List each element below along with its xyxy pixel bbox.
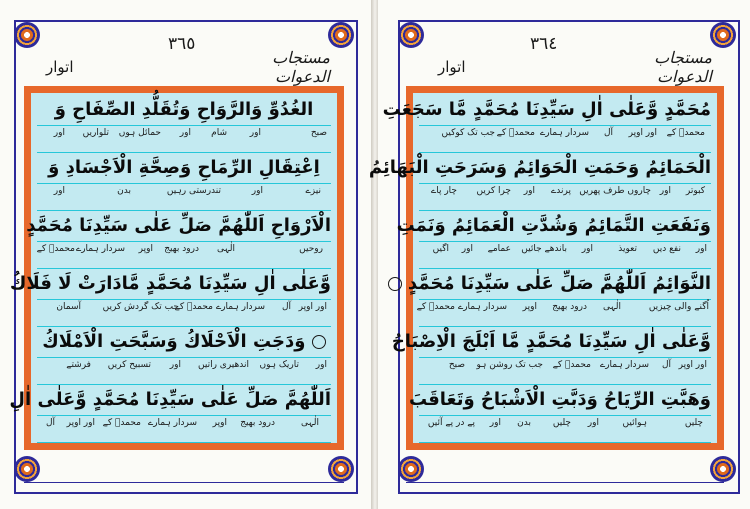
gloss-word: باندھے جائیں [521, 244, 567, 254]
arabic-line-text: وَدَجَتِ الْاَحْلَاكُ وَسَبَّحَتِ الْاَمْلَاكُ [42, 331, 306, 352]
arabic-line: اَللّٰهُمَّ صَلِّ عَلٰى سَيِّدِنَا مُحَمَّدٍ وَّعَلٰى اٰلِ [9, 389, 331, 410]
left-page [0, 0, 372, 509]
urdu-gloss-row [37, 125, 331, 153]
text-panel-inner [368, 93, 717, 443]
gloss-word: اور [251, 186, 263, 196]
arabic-line [37, 327, 331, 357]
gloss-word: اگیں [432, 244, 449, 254]
gloss-word: محمدؐ کے [102, 418, 141, 428]
arabic-line: الْاَرْوَاحِ اَللّٰهُمَّ صَلِّ عَلٰى سَيِّدِنَا مُحَمَّدٍ [26, 215, 331, 236]
gloss-word: آل [45, 418, 55, 428]
urdu-gloss-row [419, 415, 711, 443]
right-page-header [422, 34, 712, 86]
gloss-word: محمدؐ کے [552, 360, 591, 370]
gloss-word: سردار ہمارے [147, 418, 197, 428]
corner-rosette-icon [14, 456, 40, 482]
urdu-gloss-row [419, 357, 711, 385]
gloss-word: اور اوپر [628, 128, 657, 138]
gloss-word: سردار ہمارے [457, 302, 507, 312]
gloss-word: بدن [117, 186, 131, 196]
gloss-word: اور [461, 244, 473, 254]
gloss-word: اور [53, 128, 65, 138]
arabic-line: وَهَبَّتِ الرِّيَاحُ وَدَبَّتِ الْاَشْبَاحُ وَتَعَاقَبَ [408, 389, 711, 410]
bottom-rule [24, 482, 344, 483]
book-title: مستجاب الدعوات [654, 48, 712, 86]
gloss-word: تسبیح کریں [107, 360, 151, 370]
gloss-word: اور [489, 418, 501, 428]
gloss-word: صبح [310, 128, 327, 138]
gloss-word: جب تک روشن ہو [476, 360, 543, 370]
gloss-word: اوپر [138, 244, 153, 254]
gloss-word: سردار ہمارے [75, 244, 125, 254]
arabic-line [407, 269, 711, 299]
urdu-gloss-row [37, 299, 331, 327]
day-label: اتوار [46, 58, 74, 76]
gloss-word: اوپر [212, 418, 227, 428]
gloss-word: چلیں [552, 418, 571, 428]
gloss-word: تندرستی رہیں [166, 186, 221, 196]
gloss-word: اور [249, 128, 261, 138]
gloss-word: اور [581, 244, 593, 254]
urdu-gloss-row [419, 241, 711, 269]
right-page [368, 0, 750, 509]
gloss-word: آل [603, 128, 613, 138]
corner-rosette-icon [328, 456, 354, 482]
page-number: ٣٦٥ [168, 34, 196, 54]
arabic-line-text: النَّوَائِمُ اَللّٰهُمَّ صَلِّ عَلٰى سَيِّدِنَا مُحَمَّدٍ [407, 273, 711, 294]
gloss-word: سردار ہمارے [539, 128, 589, 138]
text-lines [368, 95, 711, 443]
left-page-header [40, 34, 330, 86]
gloss-word: اور [179, 128, 191, 138]
gloss-word: درود بھیج [240, 418, 275, 428]
arabic-line: وَّعَلٰى اٰلِ سَيِّدِنَا مُحَمَّدٍ مَّا اَبْلَجَ الْاِصْبَاحُ [391, 331, 711, 352]
gloss-word: پے در پے آئیں [427, 418, 475, 428]
corner-rosette-icon [398, 22, 424, 48]
arabic-line: اِعْتِقَالِ الرِّمَاحِ وَصِحَّةِ الْاَجْسَادِ وَ [48, 157, 320, 178]
gloss-word: جب تک کوکیں [441, 128, 495, 138]
gloss-word: الٰہی [300, 418, 319, 428]
urdu-gloss-row [37, 241, 331, 269]
gloss-word: ہوائیں [622, 418, 647, 428]
urdu-gloss-row [419, 125, 711, 153]
urdu-gloss-row [37, 415, 331, 443]
gloss-word: کبوتر [685, 186, 705, 196]
arabic-line: وَنَفَعَتِ التَّمَائِمُ وَشُدَّتِ الْعَمَائِمُ وَنَمَتِ [396, 215, 711, 236]
gloss-word: چار پاے [430, 186, 457, 196]
gloss-word: اور [53, 186, 65, 196]
arabic-line: الْحَمَائِمُ وَحَمَتِ الْحَوَائِمُ وَسَرَحَتِ الْبَهَائِمُ [368, 157, 711, 178]
gloss-word: فرشتے [66, 360, 91, 370]
gloss-word: جب تک گردش کریں [102, 302, 179, 312]
urdu-gloss-row [37, 183, 331, 211]
urdu-gloss-row [419, 183, 711, 211]
gloss-word: اور [523, 186, 535, 196]
gloss-word: تلواریں [82, 128, 109, 138]
text-lines [9, 95, 331, 443]
gloss-word: سردار ہمارے [599, 360, 649, 370]
corner-rosette-icon [328, 22, 354, 48]
gloss-word: اور اوپر [678, 360, 707, 370]
urdu-gloss-row [37, 357, 331, 385]
gloss-word: درود بھیج [552, 302, 587, 312]
page-number: ٣٦٤ [530, 34, 558, 54]
arabic-line: مُحَمَّدٍ وَّعَلٰى اٰلِ سَيِّدِنَا مُحَمَّدٍ مَّا سَجَعَتِ [382, 99, 711, 120]
gloss-word: آل [661, 360, 671, 370]
urdu-gloss-row [416, 299, 711, 327]
gloss-word: اور [695, 244, 707, 254]
gloss-word: چاروں طرف پھریں [579, 186, 651, 196]
gloss-word: محمدؐ کے [416, 302, 455, 312]
gloss-word: الٰہی [216, 244, 235, 254]
gloss-word: سردار ہمارے [215, 302, 265, 312]
corner-rosette-icon [14, 22, 40, 48]
corner-rosette-icon [710, 22, 736, 48]
gloss-word: درود بھیج [164, 244, 199, 254]
book-title: مستجاب الدعوات [272, 48, 330, 86]
gloss-word: صبح [448, 360, 465, 370]
arabic-line: وَّعَلٰى اٰلِ سَيِّدِنَا مُحَمَّدٍ مَّادَارَتْ لَا فَلَاكُ [9, 273, 331, 294]
gloss-word: تاریک ہوں [259, 360, 299, 370]
gloss-word: نفع دیں [652, 244, 681, 254]
gloss-word: الٰہی [602, 302, 621, 312]
gloss-word: اور اوپر [298, 302, 327, 312]
gloss-word: شام [211, 128, 227, 138]
left-text-panel [9, 86, 344, 450]
gloss-word: حمائل ہوں [118, 128, 161, 138]
gloss-word: محمدؐ کے [666, 128, 705, 138]
gloss-word: چلیں [684, 418, 703, 428]
day-label: اتوار [438, 58, 466, 76]
gloss-word: عمامے [487, 244, 511, 254]
verse-end-marker-icon [388, 277, 402, 291]
gloss-word: بدن [517, 418, 531, 428]
right-text-panel [368, 86, 724, 450]
text-panel-inner [9, 93, 337, 443]
corner-rosette-icon [710, 456, 736, 482]
gloss-word: محمدؐ کے [496, 128, 535, 138]
gloss-word: آل [281, 302, 291, 312]
gloss-word: چرا کریں [476, 186, 511, 196]
gloss-word: آسمان [56, 302, 81, 312]
gloss-word: روحیں [299, 244, 323, 254]
verse-end-marker-icon [312, 335, 326, 349]
gloss-word: محمدؐ کے [36, 244, 75, 254]
gloss-word: محمدؐ کے [174, 302, 213, 312]
arabic-line: الغُدُوِّ وَالرَّوَاحِ وَتُقَلُّدِ الصِّفَاحِ وَ [54, 99, 314, 120]
bottom-rule [406, 482, 724, 483]
gloss-word: اندھیری راتیں [198, 360, 249, 370]
gloss-word: اُگنے والی چیزیں [648, 302, 709, 312]
gloss-word: اور [315, 360, 327, 370]
gloss-word: تعویذ [618, 244, 637, 254]
gloss-word: پرندے [551, 186, 571, 196]
gloss-word: اور اوپر [66, 418, 95, 428]
gloss-word: نیزے [305, 186, 321, 196]
corner-rosette-icon [398, 456, 424, 482]
gloss-word: اور [659, 186, 671, 196]
gloss-word: اور [587, 418, 599, 428]
gloss-word: اوپر [522, 302, 537, 312]
gloss-word: اور [169, 360, 181, 370]
